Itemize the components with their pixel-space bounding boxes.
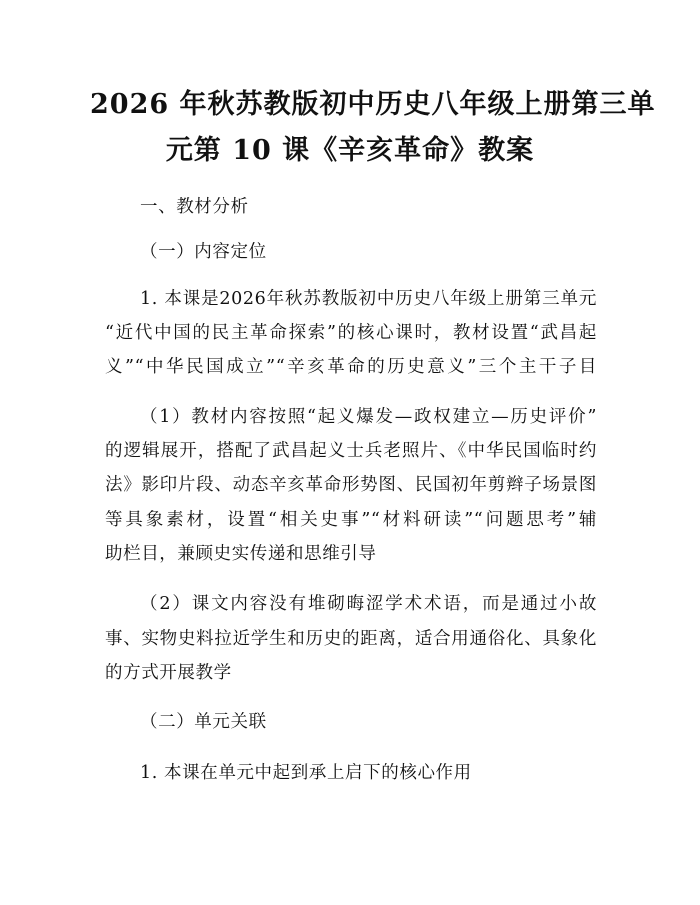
paragraph-4-line-1: 1. 本课在单元中起到承上启下的核心作用	[140, 763, 472, 783]
paragraph-2-line-1: （1）教材内容按照“起义爆发—政权建立—历史评价”	[140, 407, 597, 427]
paragraph-1-line-1: 1. 本课是2026年秋苏教版初中历史八年级上册第三单元	[140, 289, 597, 309]
paragraph-1-line-2: “近代中国的民主革命探索”的核心课时，教材设置“武昌起	[105, 323, 597, 343]
paragraph-2-line-3: 法》影印片段、动态辛亥革命形势图、民国初年剪辫子场景图	[105, 475, 597, 495]
paragraph-2-line-2: 的逻辑展开，搭配了武昌起义士兵老照片、《中华民国临时约	[105, 441, 597, 461]
subsection-heading-unit-connection: （二）单元关联	[140, 712, 267, 732]
document-title-line-1: 2026 年秋苏教版初中历史八年级上册第三单	[90, 89, 656, 120]
paragraph-3-line-2: 事、实物史料拉近学生和历史的距离，适合用通俗化、具象化	[105, 629, 597, 649]
section-heading-textbook-analysis: 一、教材分析	[140, 197, 249, 217]
paragraph-3-line-1: （2）课文内容没有堆砌晦涩学术术语，而是通过小故	[140, 594, 597, 614]
paragraph-2-line-5: 助栏目，兼顾史实传递和思维引导	[105, 544, 377, 564]
paragraph-3-line-3: 的方式开展教学	[105, 663, 232, 683]
subsection-heading-content-positioning: （一）内容定位	[140, 242, 267, 262]
paragraph-1-line-3: 义”“中华民国成立”“辛亥革命的历史意义”三个主干子目	[105, 357, 597, 377]
document-title-line-2: 元第 10 课《辛亥革命》教案	[165, 135, 535, 166]
paragraph-2-line-4: 等具象素材，设置“相关史事”“材料研读”“问题思考”辅	[105, 510, 597, 530]
